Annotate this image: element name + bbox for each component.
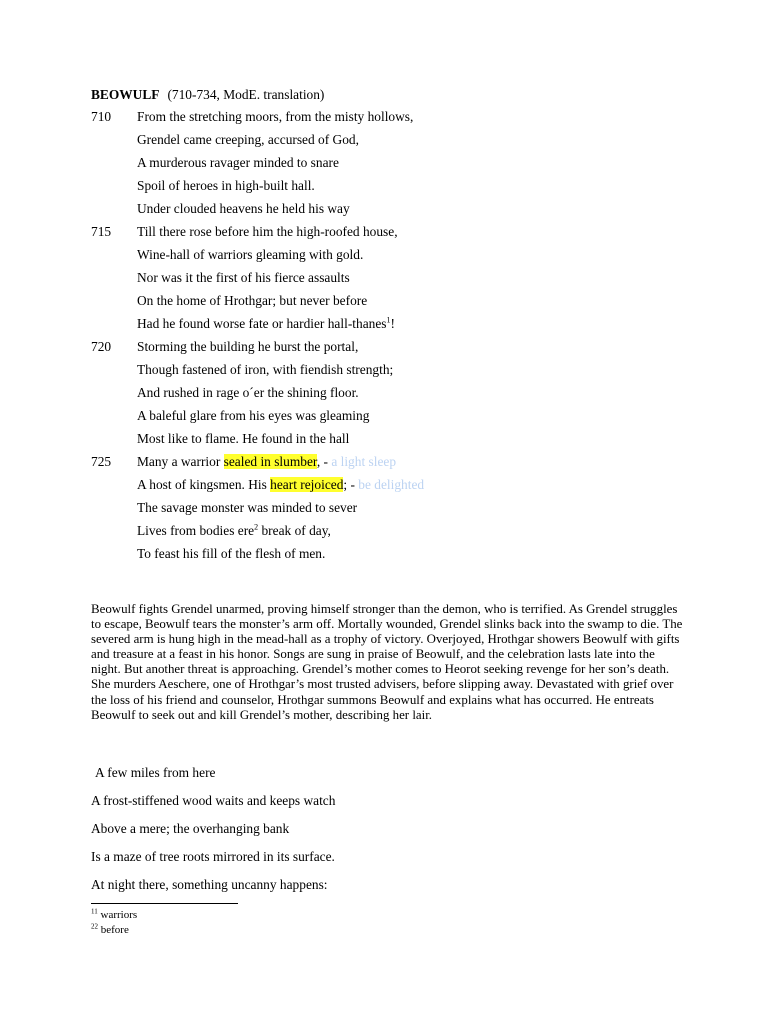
verse-segment: On the home of Hrothgar; but never before xyxy=(137,293,368,308)
gloss-note: be delighted xyxy=(358,477,425,492)
verse-line xyxy=(91,200,691,223)
line-number xyxy=(91,131,137,154)
footnote-ref[interactable]: 1 xyxy=(386,315,391,325)
stanza-line: A frost-stiffened wood waits and keeps watch xyxy=(91,793,336,808)
verse-line xyxy=(91,384,691,407)
verse-line xyxy=(91,407,691,430)
verse-text xyxy=(137,200,691,223)
line-number xyxy=(91,246,137,269)
verse-text xyxy=(137,154,691,177)
verse-segment: To feast his fill of the flesh of men. xyxy=(137,546,326,561)
verse-text xyxy=(137,108,691,131)
footnote xyxy=(91,923,137,938)
verse-line xyxy=(91,131,691,154)
verse-text xyxy=(137,453,691,476)
verse-segment: break of day, xyxy=(258,523,331,538)
verse-text xyxy=(137,407,691,430)
verse-segment: ! xyxy=(390,316,395,331)
line-number xyxy=(91,200,137,223)
verse-line xyxy=(91,292,691,315)
verse-line xyxy=(91,453,691,476)
verse-line xyxy=(91,430,691,453)
verse-text xyxy=(137,177,691,200)
verse-segment: Though fastened of iron, with fiendish strength; xyxy=(137,362,394,377)
verse-segment: A murderous ravager minded to snare xyxy=(137,155,339,170)
verse-segment: Till there rose before him the high-roofed house, xyxy=(137,224,398,239)
gloss-note: a light sleep xyxy=(331,454,397,469)
verse-segment: From the stretching moors, from the misty hollows, xyxy=(137,109,414,124)
verse-text xyxy=(137,223,691,246)
line-number xyxy=(91,522,137,545)
verse-text xyxy=(137,430,691,453)
verse-text xyxy=(137,499,691,522)
verse-text xyxy=(137,338,691,361)
verse-segment: Under clouded heavens he held his way xyxy=(137,201,350,216)
footnotes xyxy=(91,908,137,938)
stanza-line: At night there, something uncanny happens: xyxy=(91,877,328,892)
verse-text xyxy=(137,131,691,154)
line-number xyxy=(91,384,137,407)
stanza-line: Is a maze of tree roots mirrored in its surface. xyxy=(91,849,335,864)
highlighted-phrase: sealed in slumber xyxy=(223,454,317,469)
verse-line xyxy=(91,246,691,269)
poem-heading xyxy=(91,86,691,108)
verse-text xyxy=(137,545,691,568)
footnote-text: warriors xyxy=(97,909,138,921)
verse-segment: Wine-hall of warriors gleaming with gold. xyxy=(137,247,364,262)
verse-segment: The savage monster was minded to sever xyxy=(137,500,358,515)
verse-text xyxy=(137,384,691,407)
verse-text xyxy=(137,315,691,338)
verse-line xyxy=(91,269,691,292)
verse-text xyxy=(137,522,691,545)
verse-segment: And rushed in rage o´er the shining floor. xyxy=(137,385,359,400)
verse-line xyxy=(91,499,691,522)
line-number xyxy=(91,269,137,292)
verse-segment: Had he found worse fate or hardier hall-thanes xyxy=(137,316,387,331)
verse-segment: Spoil of heroes in high-built hall. xyxy=(137,178,315,193)
verse-segment: Many a warrior xyxy=(137,454,224,469)
page-content xyxy=(91,86,691,568)
verse-line xyxy=(91,177,691,200)
line-number xyxy=(91,292,137,315)
verse-line xyxy=(91,338,691,361)
verse-segment: Grendel came creeping, accursed of God, xyxy=(137,132,359,147)
verse-line xyxy=(91,476,691,499)
verse-segment: A host of kingsmen. His xyxy=(137,477,271,492)
line-number: 715 xyxy=(91,224,112,239)
summary-paragraph: Beowulf fights Grendel unarmed, proving himself stronger than the demon, who is terrified. As Grendel struggles to escape, Beowulf tears the monster’s arm off. Mortally wounded, Grendel slinks back into the swamp to die. The severed arm is hung high in the mead-hall as a trophy of victory. Overjoyed, Hrothgar showers Beowulf with gifts and treasure at a feast in his honor. Songs are sung in praise of Beowulf, and the celebration lasts late into the night. But another threat is approaching. Grendel’s mother comes to Heorot seeking revenge for her son’s death. She murders Aeschere, one of Hrothgar’s most trusted advisers, before slipping away. Devastated with grief over the loss of his friend and counselor, Hrothgar summons Beowulf and explains what has occurred. He entreats Beowulf to seek out and kill Grendel’s mother, describing her lair. xyxy=(91,602,683,722)
verse-line xyxy=(91,361,691,384)
poem-title: BEOWULF xyxy=(91,87,160,102)
highlighted-phrase: heart rejoiced xyxy=(270,477,344,492)
verse-segment: , - xyxy=(316,454,332,469)
line-number: 725 xyxy=(91,454,112,469)
verse-line xyxy=(91,108,691,131)
verse-line xyxy=(91,315,691,338)
verse-text xyxy=(137,361,691,384)
line-number xyxy=(91,407,137,430)
verse-line xyxy=(91,223,691,246)
verse-line xyxy=(91,522,691,545)
line-number xyxy=(91,545,137,568)
footnote-ref[interactable]: 2 xyxy=(254,522,259,532)
footnote xyxy=(91,908,137,923)
translation-stanza xyxy=(91,765,651,905)
verse-segment: Lives from bodies ere xyxy=(137,523,255,538)
footnote-text: before xyxy=(98,924,129,936)
line-number: 720 xyxy=(91,339,112,354)
verse-segment: Nor was it the first of his fierce assaults xyxy=(137,270,350,285)
line-number xyxy=(91,361,137,384)
verse-segment: A baleful glare from his eyes was gleaming xyxy=(137,408,370,423)
line-number xyxy=(91,154,137,177)
verse-line xyxy=(91,545,691,568)
line-number xyxy=(91,476,137,499)
verse-text xyxy=(137,269,691,292)
stanza-line: A few miles from here xyxy=(95,765,216,780)
stanza-line: Above a mere; the overhanging bank xyxy=(91,821,290,836)
verse-segment: Most like to flame. He found in the hall xyxy=(137,431,350,446)
verse-text xyxy=(137,476,691,499)
verse-segment: Storming the building he burst the portal, xyxy=(137,339,359,354)
verse-text xyxy=(137,292,691,315)
footnote-mark: 11 xyxy=(91,907,98,916)
line-number xyxy=(91,499,137,522)
footnote-mark: 22 xyxy=(91,922,98,931)
verse-segment: ; - xyxy=(343,477,359,492)
line-number xyxy=(91,177,137,200)
line-number: 710 xyxy=(91,109,112,124)
line-number xyxy=(91,430,137,453)
verse-line xyxy=(91,154,691,177)
line-number xyxy=(91,315,137,338)
footnote-separator xyxy=(91,903,238,904)
verse-text xyxy=(137,246,691,269)
poem-subtitle: (710-734, ModE. translation) xyxy=(167,87,325,102)
